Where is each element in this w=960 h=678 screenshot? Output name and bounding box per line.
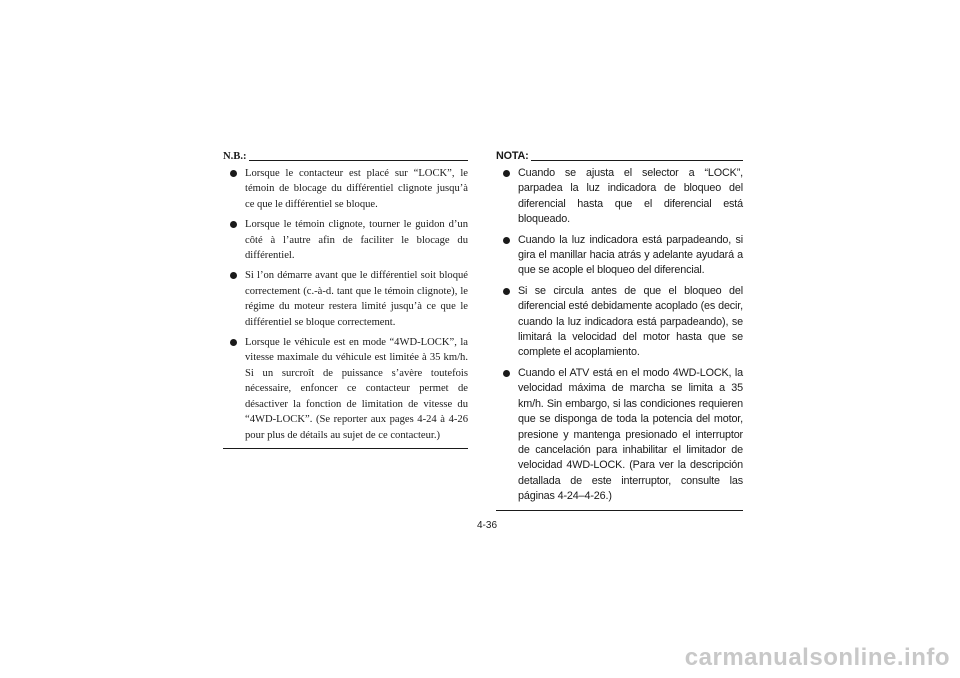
french-note-column <box>223 149 468 449</box>
french-end-rule <box>223 448 468 449</box>
spanish-bullet-item: Si se circula antes de que el bloqueo del diferencial esté debidamente acoplado (es decir, cuando la luz indicadora está parpadeando), se limitará la velocidad del motor hasta que se complete el acoplamiento. <box>496 284 743 361</box>
french-bullet-item: Lorsque le témoin clignote, tourner le guidon d’un côté à l’autre afin de faciliter le blocage du différentiel. <box>223 217 468 263</box>
spanish-note-column <box>496 149 743 511</box>
watermark: carmanualsonline.info <box>684 644 950 671</box>
spanish-bullet-item: Cuando se ajusta el selector a “LOCK”, parpadea la luz indicadora de bloqueo del diferencial hasta que el diferencial está bloqueado. <box>496 166 743 228</box>
spanish-heading-rule <box>531 160 743 161</box>
spanish-note-heading <box>496 149 743 164</box>
french-bullet-list <box>223 166 468 443</box>
french-note-label: N.B.: <box>223 150 247 162</box>
french-bullet-item: Lorsque le véhicule est en mode “4WD-LOCK”, la vitesse maximale du véhicule est limitée à 35 km/h. Si un surcroît de puissance s’avère toutefois nécessaire, enfoncer ce contacteur permet de désactiver la fonction de limitation de vitesse du “4WD-LOCK”. (Se reporter aux pages 4-24 à 4-26 pour plus de détails au sujet de ce contacteur.) <box>223 335 468 443</box>
french-bullet-item: Lorsque le contacteur est placé sur “LOCK”, le témoin de blocage du différentiel clignote jusqu’à ce que le différentiel se bloque. <box>223 166 468 212</box>
french-bullet-item: Si l’on démarre avant que le différentiel soit bloqué correctement (c.-à-d. tant que le témoin clignote), le régime du moteur restera limité jusqu’à ce que le différentiel se bloque correctement. <box>223 268 468 330</box>
french-note-heading <box>223 149 468 164</box>
spanish-bullet-list <box>496 166 743 505</box>
spanish-end-rule <box>496 510 743 511</box>
page-number: 4-36 <box>476 520 497 531</box>
french-heading-rule <box>249 160 468 161</box>
spanish-bullet-item: Cuando la luz indicadora está parpadeando, si gira el manillar hacia atrás y adelante ayudará a que se acople el bloqueo del diferencial. <box>496 233 743 279</box>
spanish-note-label: NOTA: <box>496 149 529 162</box>
spanish-bullet-item: Cuando el ATV está en el modo 4WD-LOCK, la velocidad máxima de marcha se limita a 35 km/h. Sin embargo, si las condiciones requieren que se disponga de toda la potencia del motor, presione y mantenga presionado el interruptor de cancelación para inhabilitar el limitador de velocidad 4WD-LOCK. (Para ver la descripción detallada de este interruptor, consulte las páginas 4-24–4-26.) <box>496 366 743 505</box>
